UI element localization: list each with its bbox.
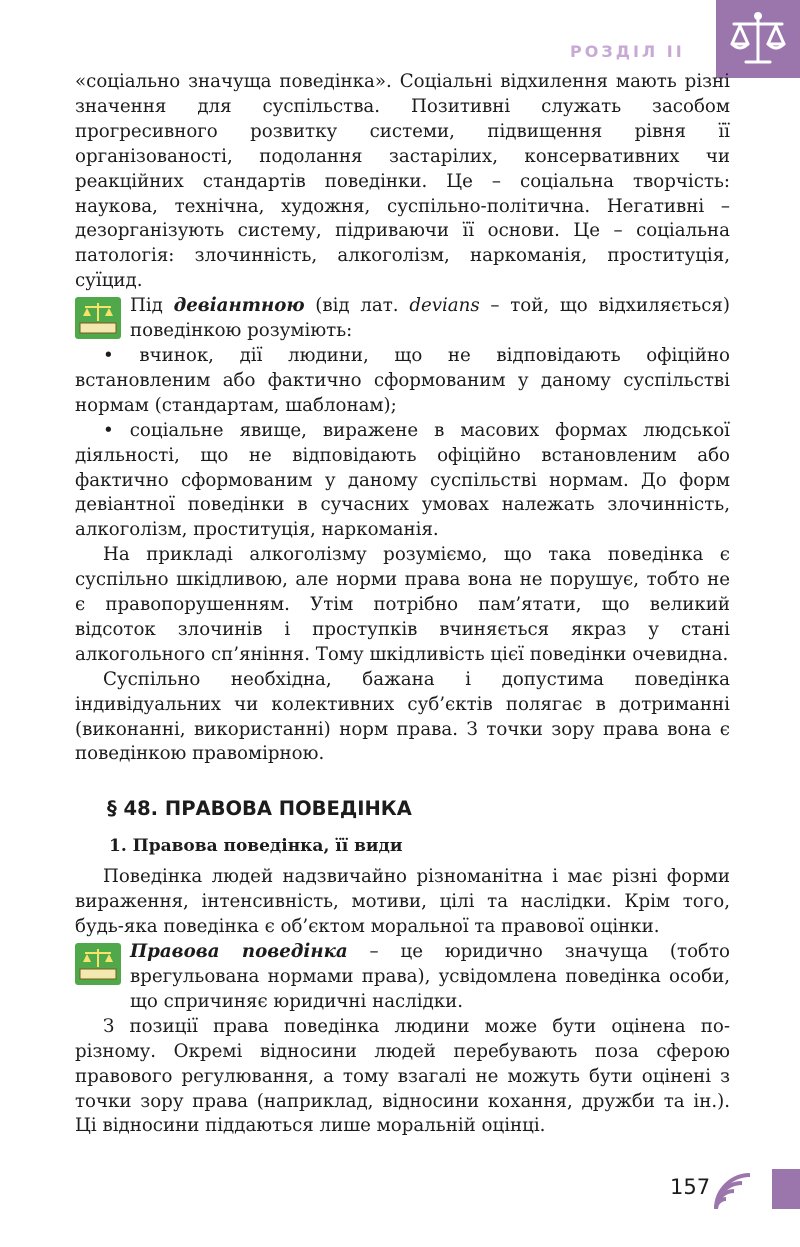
definition-text-mid: (від лат. (304, 295, 410, 317)
footer-tab (712, 1169, 800, 1209)
list-item: • вчинок, дії людини, що не відповідають офіційно встановленим або фактично сформованим у даному суспільстві нормам (стандартам, шаблонам); (75, 344, 730, 416)
page-number: 157 (670, 1175, 711, 1199)
definition-text: – це юридично значуща (тобто врегульована нормами права), усвідомлена поведінка особи, що спричиняє юридичні наслідки. (130, 941, 730, 1012)
law-book-icon (75, 943, 121, 985)
paragraph: «соціально значуща поведінка». Соціальні відхилення мають різні значення для суспільства. Позитивні служать засобом прогресивного розвитку системи, підвищення рівня її організованості, подолання застарілих, консервативних чи реакційних стандартів поведінки. Це – соціальна творчість: наукова, технічна, художня, суспільно-політична. Негативні – дезорганізують систему, підриваючи її основи. Це – соціальна патологія: злочинність, алкоголізм, наркоманія, проституція, суїцид. (75, 71, 730, 292)
term-legal-behavior: Правова поведінка (130, 941, 348, 963)
latin-term: devians (409, 295, 480, 317)
definition-block (75, 294, 730, 344)
definition-block (75, 940, 730, 1015)
section-heading: § 48. ПРАВОВА ПОВЕДІНКА (107, 797, 412, 821)
page-content (75, 70, 730, 1139)
list-item: • соціальне явище, виражене в масових формах людської діяльності, що не відповідають офіційно встановленим або фактично сформованим у даному суспільстві нормам. До форм девіантної поведінки в сучасних умовах належать злочинність, алкоголізм, проституція, наркоманія. (75, 419, 730, 541)
section-label: РОЗДІЛ II (570, 42, 685, 61)
paragraph: Поведінка людей надзвичайно різноманітна і має різні форми вираження, інтенсивність, мотиви, цілі та наслідки. Крім того, будь-яка поведінка є об’єктом моральної та правової оцінки. (75, 866, 730, 938)
definition-text-pre: Під (130, 295, 174, 317)
scales-icon (726, 6, 790, 70)
definition-text-post: – той, що відхиляється) поведінкою розуміють: (130, 295, 730, 342)
signal-arcs-icon (712, 1169, 772, 1209)
term-deviant: девіантною (173, 295, 305, 317)
paragraph: На прикладі алкоголізму розуміємо, що така поведінка є суспільно шкідливою, але норми права вона не порушує, тобто не є правопорушенням. Утім потрібно пам’ятати, що великий відсоток злочинів і проступків вчиняється якраз у стані алкогольного сп’яніння. Тому шкідливість цієї поведінки очевидна. (75, 544, 730, 665)
subsection-heading: 1. Правова поведінка, її види (109, 836, 403, 857)
header-tab (716, 0, 800, 78)
paragraph: З позиції права поведінка людини може бути оцінена по-різному. Окремі відносини людей перебувають поза сферою правового регулювання, а тому взагалі не можуть бути оцінені з точки зору права (наприклад, відносини кохання, дружби та ін.). Ці відносини піддаються лише моральній оцінці. (75, 1015, 730, 1137)
paragraph: Суспільно необхідна, бажана і допустима поведінка індивідуальних чи колективних суб’єктів полягає в дотриманні (виконанні, використанні) норм права. З точки зору права вона є поведінкою правомірною. (75, 668, 730, 765)
law-book-icon (75, 297, 121, 339)
